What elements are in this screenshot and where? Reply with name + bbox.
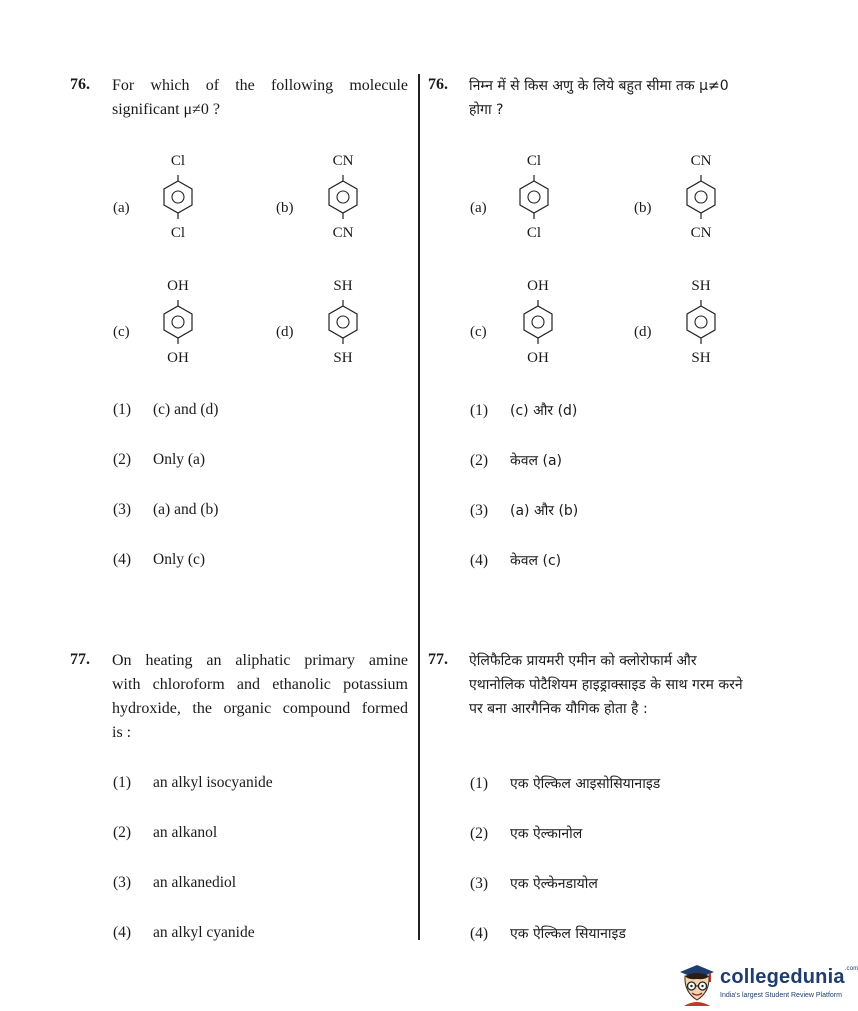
- option-text: an alkyl isocyanide: [153, 774, 273, 791]
- q77-hi-option-2[interactable]: [470, 824, 582, 843]
- benzene-ring-icon: [684, 300, 718, 344]
- q77-en-line3: hydroxide, the organic compound formed: [112, 700, 408, 717]
- q77-hi-option-4[interactable]: [470, 924, 626, 943]
- collegedunia-logo[interactable]: [676, 962, 858, 1010]
- q76-hi-option-1[interactable]: [470, 401, 577, 420]
- q76-en-mol-c-label: (c): [113, 324, 130, 340]
- substituent-bottom: SH: [333, 350, 353, 366]
- option-number: (2): [113, 451, 132, 468]
- logo-tagline: India's largest Student Review Platform: [720, 992, 842, 999]
- benzene-ring-icon: [521, 300, 555, 344]
- substituent-bottom: SH: [691, 350, 711, 366]
- q76-en-molecule-a: [148, 153, 208, 243]
- q76-hi-option-2[interactable]: [470, 451, 562, 470]
- substituent-top: SH: [333, 278, 353, 294]
- substituent-bottom: OH: [167, 350, 189, 366]
- option-number: (3): [470, 502, 489, 519]
- option-number: (3): [470, 875, 489, 892]
- option-number: (4): [113, 551, 132, 568]
- q76-hi-molecule-d: [671, 278, 731, 368]
- substituent-bottom: Cl: [526, 225, 542, 241]
- benzene-ring-icon: [326, 175, 360, 219]
- q76-hi-question: [469, 74, 769, 122]
- option-text: एक ऐल्कानोल: [510, 826, 583, 842]
- benzene-ring-icon: [161, 175, 195, 219]
- q77-en-option-2[interactable]: [113, 824, 217, 842]
- q76-en-mol-a-label: (a): [113, 200, 130, 216]
- q77-hi-line2: एथानोलिक पोटैशियम हाइड्राक्साइड के साथ गरम करने: [469, 677, 743, 693]
- substituent-top: OH: [527, 278, 549, 294]
- student-mascot-icon: [676, 962, 718, 1008]
- option-text: (c) और (d): [510, 403, 578, 419]
- q76-en-option-3[interactable]: [113, 501, 218, 519]
- benzene-ring-icon: [684, 175, 718, 219]
- q76-en-line1: For which of the following molecule: [112, 77, 408, 94]
- option-number: (4): [470, 925, 489, 942]
- option-number: (1): [113, 774, 132, 791]
- option-text: an alkyl cyanide: [153, 924, 255, 941]
- q76-hi-option-3[interactable]: [470, 501, 578, 520]
- q76-hi-molecule-a: [504, 153, 564, 243]
- q76-en-option-1[interactable]: [113, 401, 218, 419]
- q77-hi-option-3[interactable]: [470, 874, 598, 893]
- substituent-bottom: OH: [527, 350, 549, 366]
- option-number: (2): [470, 452, 489, 469]
- q76-en-option-2[interactable]: [113, 451, 205, 469]
- benzene-ring-icon: [326, 300, 360, 344]
- q76-en-molecule-b: [313, 153, 373, 243]
- substituent-top: CN: [332, 153, 354, 169]
- q76-hi-molecule-b: [671, 153, 731, 243]
- substituent-top: SH: [691, 278, 711, 294]
- substituent-top: Cl: [170, 153, 186, 169]
- substituent-top: OH: [167, 278, 189, 294]
- q76-hi-mol-b-label: (b): [634, 200, 652, 216]
- option-number: (3): [113, 501, 132, 518]
- option-number: (4): [113, 924, 132, 941]
- q76-en-molecule-d: [313, 278, 373, 368]
- q77-en-question: [112, 649, 408, 745]
- option-text: एक ऐल्केनडायोल: [510, 876, 598, 892]
- option-number: (3): [113, 874, 132, 891]
- option-number: (2): [470, 825, 489, 842]
- q77-hi-line3: पर बना आरगैनिक यौगिक होता है :: [469, 701, 648, 717]
- substituent-top: Cl: [526, 153, 542, 169]
- q76-en-line2: significant μ≠0 ?: [112, 101, 220, 118]
- option-text: एक ऐल्किल सियानाइड: [510, 926, 626, 942]
- logo-wordmark: collegedunia$^{.com}$: [720, 966, 858, 988]
- q77-en-option-4[interactable]: [113, 924, 255, 942]
- q76-hi-mol-c-label: (c): [470, 324, 487, 340]
- substituent-bottom: CN: [690, 225, 712, 241]
- q77-hi-question: [469, 649, 769, 721]
- q76-hi-line1: निम्न में से किस अणु के लिये बहुत सीमा तक μ≠0: [469, 78, 729, 94]
- option-number: (2): [113, 824, 132, 841]
- q76-hi-mol-d-label: (d): [634, 324, 652, 340]
- q77-hi-line1: ऐलिफैटिक प्रायमरी एमीन को क्लोरोफार्म और: [469, 653, 697, 669]
- q77-en-line2: with chloroform and ethanolic potassium: [112, 676, 408, 693]
- q77-en-number: 77.: [70, 651, 90, 668]
- option-text: (c) and (d): [153, 401, 219, 418]
- q76-en-number: 76.: [70, 76, 90, 93]
- option-text: केवल (a): [510, 453, 562, 469]
- option-number: (1): [470, 402, 489, 419]
- option-text: (a) और (b): [510, 503, 579, 519]
- q76-en-mol-b-label: (b): [276, 200, 294, 216]
- option-text: an alkanol: [153, 824, 218, 841]
- q76-hi-number: 76.: [428, 76, 448, 93]
- q77-en-option-1[interactable]: [113, 774, 273, 792]
- option-text: Only (c): [153, 551, 206, 568]
- benzene-ring-icon: [517, 175, 551, 219]
- q76-en-mol-d-label: (d): [276, 324, 294, 340]
- option-number: (1): [470, 775, 489, 792]
- q76-hi-mol-a-label: (a): [470, 200, 487, 216]
- q77-hi-option-1[interactable]: [470, 774, 660, 793]
- option-text: an alkanediol: [153, 874, 237, 891]
- option-text: Only (a): [153, 451, 206, 468]
- substituent-bottom: CN: [332, 225, 354, 241]
- column-divider: [418, 74, 420, 940]
- q76-hi-option-4[interactable]: [470, 551, 561, 570]
- q77-en-line1: On heating an aliphatic primary amine: [112, 652, 408, 669]
- benzene-ring-icon: [161, 300, 195, 344]
- substituent-bottom: Cl: [170, 225, 186, 241]
- logo-domain: .com: [844, 966, 858, 972]
- q77-en-line4: is :: [112, 724, 132, 741]
- option-text: (a) and (b): [153, 501, 219, 518]
- q76-en-question: [112, 74, 408, 122]
- q77-hi-number: 77.: [428, 651, 448, 668]
- q76-hi-molecule-c: [508, 278, 568, 368]
- option-number: (4): [470, 552, 489, 569]
- q76-en-molecule-c: [148, 278, 208, 368]
- q76-en-option-4[interactable]: [113, 551, 205, 569]
- q77-en-option-3[interactable]: [113, 874, 236, 892]
- option-number: (1): [113, 401, 132, 418]
- q76-hi-line2: होगा ?: [469, 102, 504, 118]
- substituent-top: CN: [690, 153, 712, 169]
- option-text: एक ऐल्किल आइसोसियानाइड: [510, 776, 661, 792]
- option-text: केवल (c): [510, 553, 562, 569]
